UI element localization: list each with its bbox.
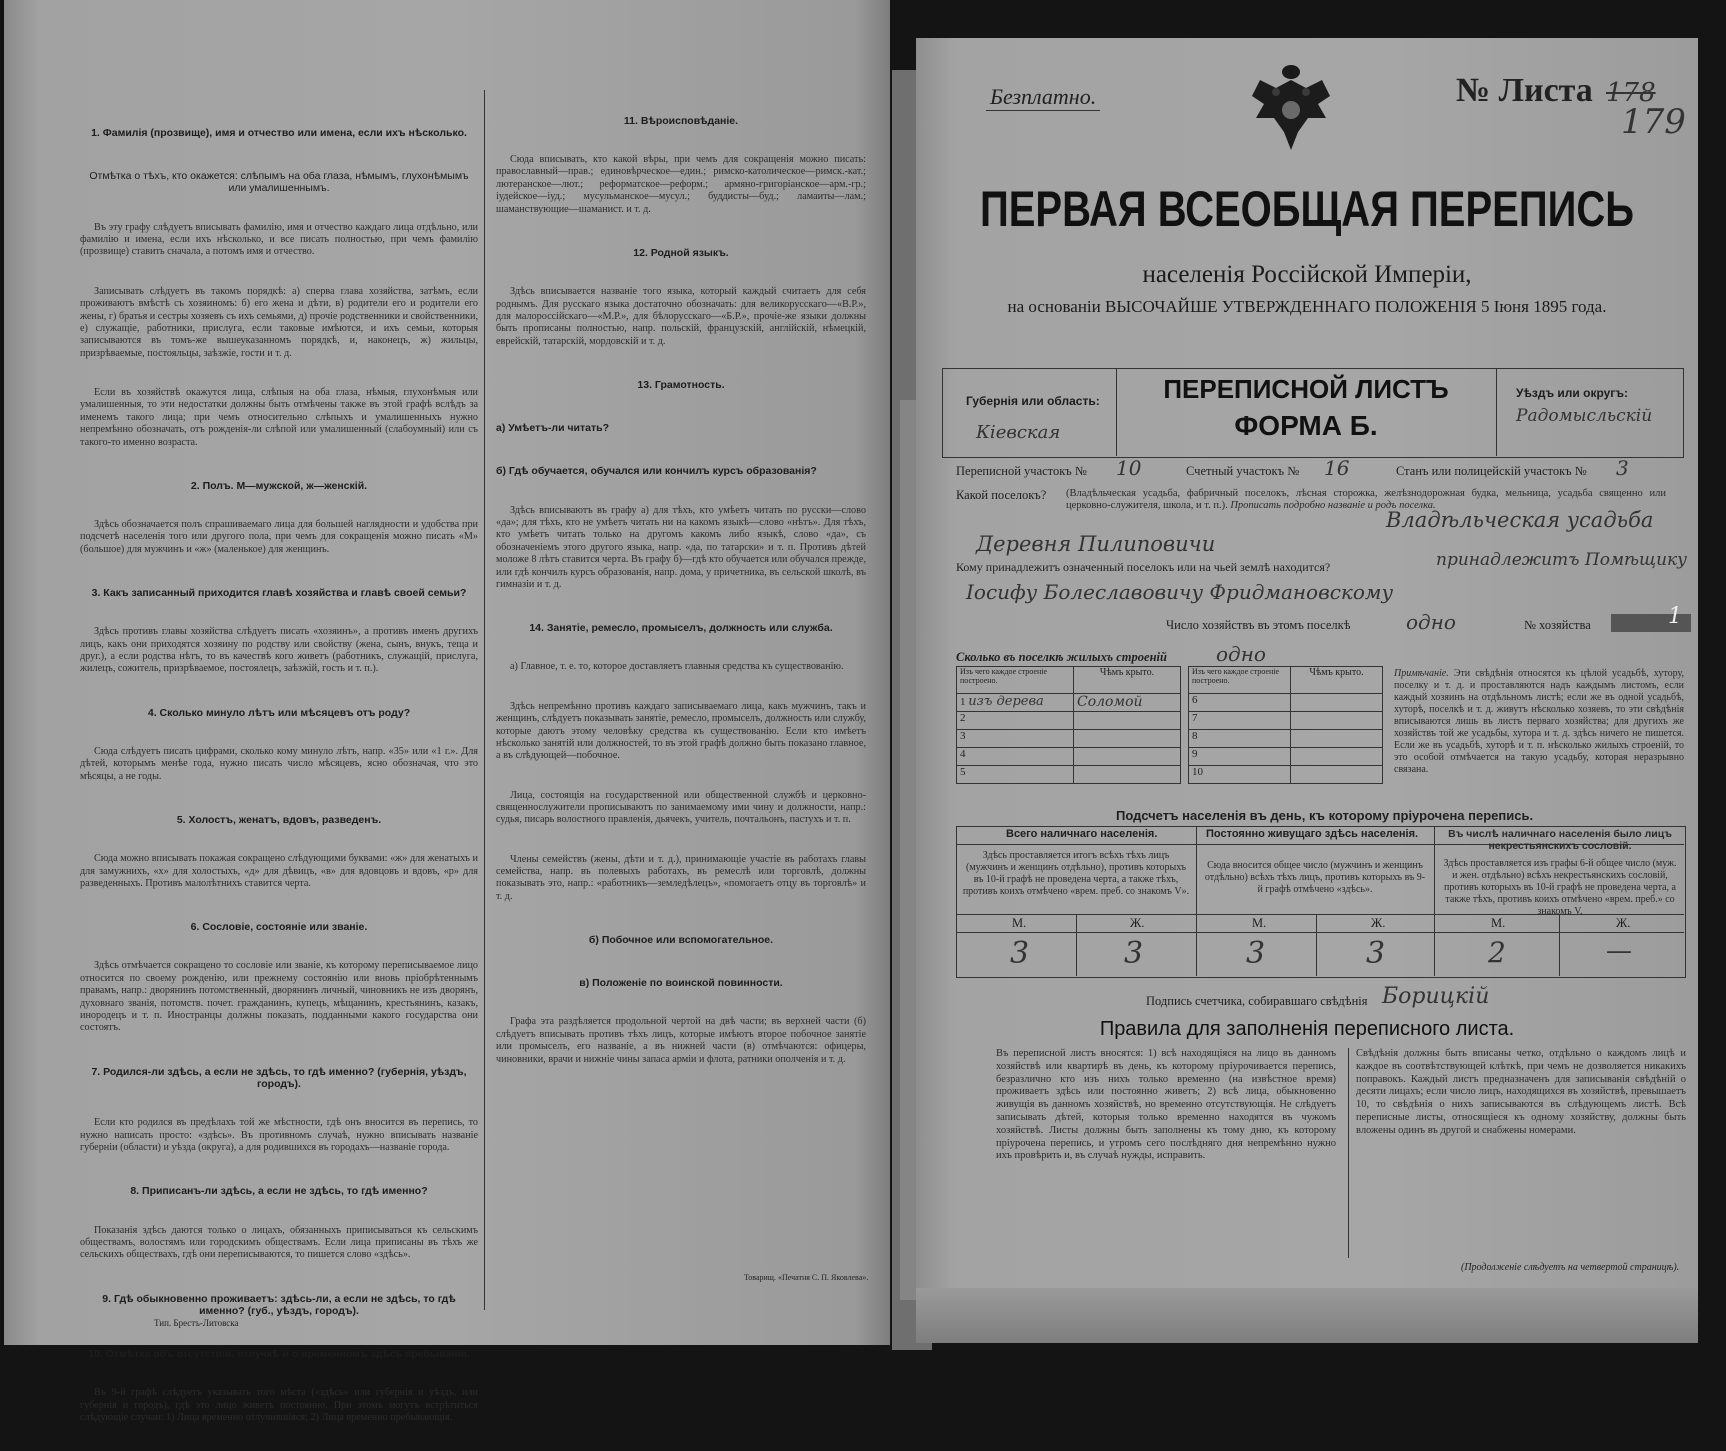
note-title: Примѣчаніе.: [1394, 668, 1449, 679]
col-nonpeasant-text: Здѣсь проставляется изъ графы 6-й общее число (муж. и жен. отдѣльно) всѣхъ некрестьянскихъ сословій, противъ которыхъ въ 10-й графѣ не проведена черта, а также тѣхъ, противъ коихъ отмѣчено «врем. преб.» со знакомъ V.: [1443, 858, 1677, 917]
paragraph: Здѣсь отмѣчается сокращено то сословіе или званіе, къ которому переписываемое лицо относится по своему рожденію, или прежнему состоянію или вновь пріобрѣтеннымъ правамъ, напр.: дворянинъ потомственный, дворянинъ личный, чиновникъ не изъ дворянъ, духовнаго званія, потомств. почет. гражданинъ, купецъ, мѣщанинъ, крестьянинъ, казакъ, инородецъ и т. п. Иностранцы должны показать, подданными какого государства они состоятъ.: [80, 960, 481, 1034]
row-number: 1: [960, 696, 966, 708]
sheet-number-label: № Листа: [1456, 72, 1593, 109]
table-header-row: [957, 667, 1181, 694]
population-divider: [1434, 826, 1435, 976]
permanent-female-value: 3: [1366, 936, 1386, 971]
rules-left-text: Въ переписной листъ вносятся: 1) всѣ находящіяся на лицо въ данномъ хозяйствѣ или квартирѣ въ день, къ которому пріурочивается перепись, безразлично кто изъ нихъ только временно (на извѣстное время) проживаетъ здѣсь или постоянно живетъ; 2) всѣ лица, обыкновенно живущія въ данномъ хозяйствѣ, но временно отсутствующія. Не слѣдуетъ записывать дѣтей, которыя только временно находятся въ чужомъ хозяйствѣ. Листы должны быть заполнены къ тому дню, къ которому пріурочена перепись, и утромъ сего послѣдняго дня непремѣнно нужно ихъ провѣрить и, въ случаѣ нужды, исправить.: [996, 1048, 1336, 1162]
form-header-divider-right: [1496, 368, 1497, 456]
paragraph: Здѣсь непремѣнно противъ каждаго записываемаго лица, какъ мужчинъ, такъ и женщинъ, слѣдуетъ показывать занятіе, ремесло, промыселъ, должность или службу, которые даютъ этому человѣку средства къ существованію. Если кто имѣетъ нѣсколько занятій или должностей, то въ этой графѣ должно быть показано главное, а въ слѣдующей—побочное.: [496, 700, 869, 762]
table-cell: 9: [1189, 748, 1291, 766]
free-label: Безплатно.: [986, 84, 1100, 111]
table-cell: 8: [1189, 730, 1291, 748]
chislo-value: одно: [1406, 610, 1456, 634]
col-total-title: Всего наличнаго населенія.: [1006, 828, 1158, 840]
table-cell: [1291, 748, 1383, 766]
table-cell: 7: [1189, 712, 1291, 730]
heading-11: 11. Вѣроисповѣданіе.: [623, 114, 739, 127]
komu-label: Кому принадлежитъ означенный поселокъ или на чьей землѣ находится?: [956, 560, 1331, 574]
heading-7: 7. Родился-ли здѣсь, а если не здѣсь, то гдѣ именно? (губернія, уѣздъ, городъ).: [91, 1065, 470, 1091]
table-header: Чѣмъ крыто.: [1291, 667, 1383, 694]
chislo-label: Число хозяйствъ въ этомъ поселкѣ: [1166, 618, 1351, 632]
table-header: Изъ чего каждое строеніе построено.: [1189, 667, 1291, 694]
female-label: Ж.: [1130, 916, 1145, 930]
col-nonpeasant-title: Въ числѣ наличнаго населенія было лицъ некрестьянскихъ сословій.: [1448, 828, 1672, 852]
instructions-column-2: [496, 86, 869, 1296]
table-cell: [1074, 748, 1181, 766]
heading-1b: Отмѣтка о тѣхъ, кто окажется: слѣпымъ на оба глаза, нѣмымъ, глухонѣмымъ или умалишеннымъ.: [89, 170, 472, 195]
paragraph: Графа эта раздѣляется продольной чертой на двѣ части; въ верхней части (б) слѣдуетъ вписывать противъ тѣхъ лицъ, которые имѣютъ второе побочное занятіе или промыселъ, его названіе, а въ нижней части (в) отмѣчаются: офицеры, чиновники, врачи и нижніе чины запаса арміи и флота, ратники ополченія и т. д.: [496, 1016, 869, 1065]
schetny-label: Счетный участокъ №: [1186, 464, 1300, 478]
heading-2: 2. Полъ. М—мужской, ж—женскій.: [190, 479, 368, 492]
table-row: [1189, 748, 1383, 766]
rules-continued: (Продолженіе слѣдуетъ на четвертой страницѣ).: [1461, 1262, 1680, 1273]
document-subtitle: населенія Россійской Имперіи,: [1142, 261, 1472, 288]
heading-9: 9. Гдѣ обыкновенно проживаетъ: здѣсь-ли, а если не здѣсь, то гдѣ именно? (губ., уѣздъ, городъ).: [102, 1292, 459, 1317]
document-basis: на основаніи ВЫСОЧАЙШЕ УТВЕРЖДЕННАГО ПОЛОЖЕНІЯ 5 Іюня 1895 года.: [1007, 297, 1607, 316]
heading-13: 13. Грамотность.: [637, 378, 725, 391]
permanent-male-value: 3: [1246, 936, 1266, 971]
table-cell: 4: [957, 748, 1074, 766]
household-number-value: 1: [1668, 604, 1682, 629]
perepis-uchastok-value: 10: [1116, 456, 1142, 480]
table-row: [957, 694, 1181, 712]
sheet-number-crossed: 178: [1606, 78, 1656, 108]
paragraph: Здѣсь вписывается названіе того языка, который каждый считаетъ для себя роднымъ. Для русскаго языка достаточно обозначать: для великорусскаго—«В.Р.», для малороссійскаго—«М.Р.», для бѣлорусскаго—«Б.Р.», прочіе-же языки должны быть прописаны полностью, напр. польскій, французскій, англійскій, нѣмецкій, еврейскій, татарскій, мордовскій и т. д.: [496, 286, 869, 347]
table-header: Изъ чего каждое строеніе построено.: [957, 667, 1074, 694]
stan-label: Станъ или полицейскій участокъ №: [1396, 464, 1587, 478]
table-cell: [1074, 694, 1181, 712]
poselok-value-1: Владѣльческая усадьба: [1386, 508, 1654, 532]
paragraph: Въ 9-й графѣ слѣдуетъ указывать того мѣста («здѣсь» или губернія и уѣздъ, или губернія и городъ), гдѣ это лицо живетъ постоянно. При этомъ могутъ встрѣтиться слѣдующіе случаи: 1) Лица временно отлучившіяся; 2) Лица временно пребывающія.: [80, 1387, 481, 1424]
paragraph: Члены семействъ (жены, дѣти и т. д.), принимающіе участіе въ работахъ главы семейства, напр. въ полевыхъ работахъ, въ ремеслѣ или торговлѣ, должны показывать это, напр.: «работникъ—земледѣлецъ», «помогаетъ отцу въ торговлѣ» и т. д.: [496, 853, 869, 902]
household-number-label: № хозяйства: [1524, 618, 1591, 632]
komu-value-1: принадлежитъ Помѣщику: [1436, 550, 1688, 570]
paragraph: Въ эту графу слѣдуетъ вписывать фамилію, имя и отчество каждаго лица отдѣльно, или фамилію и имена, если ихъ нѣсколько, и все писать полностью, при чемъ фамилію (прозвище) ставить сначала, а потомъ имя и отчество.: [80, 221, 481, 258]
heading-3: 3. Какъ записанный приходится главѣ хозяйства и главѣ своей семьи?: [91, 587, 467, 600]
table-row: [1189, 694, 1383, 712]
heading-8: 8. Приписанъ-ли здѣсь, а если не здѣсь, то гдѣ именно?: [130, 1185, 428, 1198]
heading-14b: б) Побочное или вспомогательное.: [588, 934, 774, 946]
heading-13b: б) Гдѣ обучается, обучался или кончилъ курсъ образованія?: [496, 465, 817, 478]
population-mz-divider: [1076, 914, 1077, 976]
rules-right-text: Свѣдѣнія должны быть вписаны четко, отдѣльно о каждомъ лицѣ и каждое въ соотвѣтствующей клѣткѣ, при чемъ не дозволяется никакихъ поправокъ. Каждый листъ предназначенъ для записыванія свѣдѣній о десяти лицахъ; если число лицъ, находящихся въ хозяйствѣ, превышаетъ 10, то свѣдѣнія о нихъ записываются въ слѣдующемъ листѣ. Всѣ переписные листы, относящіеся къ одному хозяйству, должны быть вложены одинъ въ другой и снабжены номерами.: [1356, 1048, 1686, 1136]
paragraph: Сюда вписывать, кто какой вѣры, при чемъ для сокращенія можно писать: православный—прав.; единовѣрческое—един.; римско-католическое—римск.-кат.; лютеранское—лют.; реформатское—реформ.; армяно-григоріанское—арм.-гр.; іудейское—іуд.; мусульманское—мусул.; буддисты—буд.; ламаиты—лам.; шаманствующие—шаманист. и т. д.: [496, 154, 869, 215]
table-row: [1189, 712, 1383, 730]
stroeni-value: одно: [1216, 642, 1266, 666]
heading-14c: в) Положеніе по воинской повинности.: [579, 977, 783, 990]
female-label: Ж.: [1371, 916, 1386, 930]
podpis-value: Борицкій: [1382, 984, 1490, 1009]
table-cell: [1291, 712, 1383, 730]
heading-6: 6. Сословіе, состояніе или званіе.: [190, 921, 368, 934]
table-row: [957, 712, 1181, 730]
table-row: [957, 766, 1181, 784]
total-female-value: 3: [1124, 936, 1144, 971]
table-cell: [1291, 766, 1383, 784]
paragraph: Здѣсь противъ главы хозяйства слѣдуетъ писать «хозяинъ», а противъ именъ другихъ лицъ, какъ они приходятся хозяину по родству или свойству (жена, сынъ, внукъ, теща и друг.), а если родства нѣтъ, то въ качествѣ кого живетъ (работникъ, служащій, прислуга, жилецъ, сожитель, призрѣваемое, постоялецъ, заѣзжій, гость и т. п.).: [80, 626, 481, 675]
paragraph: Здѣсь обозначается полъ спрашиваемаго лица для большей наглядности и удобства при подсчетѣ населенія того или другого пола, при чемъ для сокращенія можно писать «М» (большое) для мужчинъ и «ж» (маленькое) для женщинъ.: [80, 519, 481, 555]
nonpeasant-male-value: 2: [1488, 936, 1506, 969]
col-permanent-title: Постоянно живущаго здѣсь населенія.: [1206, 828, 1419, 840]
table-cell: 3: [957, 730, 1074, 748]
table-row: [1189, 766, 1383, 784]
document-main-title: ПЕРВАЯ ВСЕОБЩАЯ ПЕРЕПИСЬ: [980, 182, 1634, 238]
table-cell: [1074, 712, 1181, 730]
heading-10: 10. Отмѣтка объ отсутствіи, отлучкѣ и о временномъ здѣсь пребываніи.: [88, 1348, 470, 1361]
buildings-note: [1394, 668, 1684, 776]
rules-divider: [1348, 1048, 1349, 1258]
col-permanent-text: Сюда вносится общее число (мужчинъ и женщинъ отдѣльно) всѣхъ тѣхъ лицъ, противъ которыхъ въ 9-й графѣ отмѣчено «здѣсь».: [1204, 860, 1426, 895]
male-label: М.: [1012, 916, 1027, 930]
population-divider: [1196, 826, 1197, 976]
heading-12: 12. Родной языкъ.: [633, 246, 729, 259]
nonpeasant-female-value: —: [1606, 936, 1632, 966]
roof-value: Соломой: [1077, 694, 1143, 710]
table-row: [1189, 730, 1383, 748]
podpis-label: Подпись счетчика, собиравшаго свѣдѣнія: [1146, 994, 1368, 1008]
gubernia-label: Губернія или область:: [966, 394, 1100, 408]
uezd-value: Радомысльскій: [1516, 406, 1653, 426]
poselok-hint-text: (Владѣльческая усадьба, фабричный поселокъ, лѣсная сторожка, желѣзнодорожная будка, мельница, усадьба священно или церковно-служителя, школа, и т. п.).: [1066, 488, 1666, 511]
paragraph: Сюда можно вписывать покажая сокращено слѣдующими буквами: «ж» для женатыхъ и для замужнихъ, «х» для холостыхъ, «д» для дѣвицъ, «в» для вдовцовъ и вдовъ, «р» для разведенныхъ. Противъ малолѣтнихъ ставится черта.: [80, 853, 481, 889]
left-page-instructions: [4, 0, 890, 1424]
table-cell: [1291, 694, 1383, 712]
heading-5: 5. Холостъ, женатъ, вдовъ, разведенъ.: [176, 813, 382, 826]
sheet-number-handwritten: 179: [1621, 102, 1686, 142]
paragraph: а) Главное, т. е. то, которое доставляетъ главныя средства къ существованію.: [510, 661, 844, 673]
table-cell: [957, 694, 1074, 712]
male-label: М.: [1491, 916, 1506, 930]
heading-13a: а) Умѣетъ-ли читать?: [496, 422, 609, 435]
stan-value: 3: [1616, 456, 1629, 480]
perepis-uchastok-label: Переписной участокъ №: [956, 464, 1087, 478]
heading-4: 4. Сколько минуло лѣтъ или мѣсяцевъ отъ роду?: [147, 706, 411, 719]
paragraph: Здѣсь вписываютъ въ графу а) для тѣхъ, кто умѣетъ читать по русски—слово «да»; для тѣхъ, кто не умѣетъ читать ни на какомъ языкѣ—слово «нѣтъ». Для тѣхъ, кто умѣетъ читать только на другомъ какомъ либо языкѣ, слово «да», съ обозначеніемъ этого другого языка, напр. «да, по татарски» и т. п. Противъ дѣтей моложе 8 лѣтъ ставится черта. Въ графу б)—гдѣ кто обучается или обучался прежде, или гдѣ кончилъ курсъ образованія, напр. дома, у причетника, въ сельской школѣ, въ гимназіи и т. д.: [496, 504, 869, 591]
table-row: [957, 748, 1181, 766]
heading-1: 1. Фамилія (прозвище), имя и отчество или имена, если ихъ нѣсколько.: [91, 126, 467, 139]
paragraph: Если кто родился въ предѣлахъ той же мѣстности, гдѣ онъ вносится въ перепись, то нужно написать просто: «здѣсь». Въ противномъ случаѣ, нужно вписывать названіе губерніи (области) и уѣзда (округа), а для родившихся въ городахъ—названіе города.: [80, 1117, 481, 1154]
uezd-label: Уѣздъ или округъ:: [1516, 386, 1629, 400]
paragraph: Записывать слѣдуетъ въ такомъ порядкѣ: а) сперва глава хозяйства, затѣмъ, если проживаютъ вмѣстѣ съ хозяиномъ: б) его жена и дѣти, в) родители его и родители его жены, г) братья и сестры хозяевъ съ ихъ семьями, д) прочіе родственники и свойственники, е) служащіе, работники, прислуга, если таковые имѣются, и ихъ семьи, которыя записываются въ томъ-же вышеуказанномъ порядкѣ, и, наконецъ, ж) жильцы, призрѣваемые, постояльцы, заѣзжіе, гости и т. д.: [80, 285, 481, 359]
total-male-value: 3: [1010, 936, 1030, 971]
paragraph: Показанія здѣсь даются только о лицахъ, обязанныхъ приписываться къ сельскимъ обществамъ, волостямъ или городскимъ обществамъ. Если лица приписаны въ тѣхъ же сельскихъ обществахъ, гдѣ они переписываются, то пишется слово «здѣсь».: [80, 1224, 481, 1261]
buildings-table-2: [1188, 666, 1383, 784]
built-value: изъ дерева: [968, 694, 1044, 709]
population-mz-line: [956, 932, 1684, 933]
table-cell: 10: [1189, 766, 1291, 784]
table-row: [957, 730, 1181, 748]
table-cell: [1074, 766, 1181, 784]
population-mz-divider: [1559, 914, 1560, 976]
female-label: Ж.: [1616, 916, 1631, 930]
column-divider: [484, 90, 485, 1310]
double-headed-eagle-emblem: [1246, 58, 1336, 158]
table-cell: 6: [1189, 694, 1291, 712]
stroeni-label: Сколько въ поселкѣ жилыхъ строеній: [956, 650, 1167, 664]
lower-sheet-edge: [916, 1288, 1698, 1343]
male-label: М.: [1252, 916, 1267, 930]
col-total-text: Здѣсь проставляется итогъ всѣхъ тѣхъ лицъ (мужчинъ и женщинъ отдѣльно), противъ которыхъ въ 10-й графѣ не проведена черта, а также тѣхъ, противъ коихъ отмѣчено «врем. преб. со знакомъ V».: [962, 850, 1190, 897]
printer-footer-right: Товарищ. «Печатня С. П. Яковлева».: [744, 1273, 869, 1282]
buildings-table-1: [956, 666, 1181, 784]
poselok-label: Какой поселокъ?: [956, 488, 1047, 502]
poselok-hint-2: Прописать подробно названіе и родъ поселка.: [1230, 500, 1436, 511]
paragraph: Лица, состоящія на государственной или общественной службѣ и церковно-священнослужители прописываютъ по занимаемому ими чину и должности, напр.: судья, писарь волостного правленія, дьячекъ, учитель, почтальонъ, пастухъ и т. п.: [496, 789, 869, 826]
table-cell: 2: [957, 712, 1074, 730]
paragraph: Сюда слѣдуетъ писать цифрами, сколько кому минуло лѣтъ, напр. «35» или «1 г.». Для дѣтей, которымъ менѣе года, нужно писать число мѣсяцевъ, ясно обозначая, что это мѣсяцы, а не годы.: [80, 745, 481, 782]
table-cell: [1291, 730, 1383, 748]
komu-value-2: Іосифу Болеславовичу Фридмановскому: [966, 580, 1394, 604]
form-title: ПЕРЕПИСНОЙ ЛИСТЪ: [1163, 374, 1449, 404]
population-mz-divider: [1316, 914, 1317, 976]
poselok-value-2: Деревня Пилиповичи: [976, 532, 1216, 556]
form-subtitle: ФОРМА Б.: [1234, 410, 1378, 441]
gubernia-value: Кіевская: [976, 422, 1061, 443]
podschet-title: Подсчетъ населенія въ день, къ которому пріурочена перепись.: [1116, 808, 1534, 823]
table-cell: [1074, 730, 1181, 748]
schetny-value: 16: [1324, 456, 1350, 480]
note-text: Эти свѣдѣнія относятся къ цѣлой усадьбѣ, хутору, поселку и т. д. и проставляются надъ каждымъ листомъ, если каждый хозяинъ на отдѣльномъ листѣ; если же въ одной усадьбѣ, хуторѣ, поселкѣ и т. д. живутъ нѣсколько хозяевъ, то эти свѣдѣнія вписываются лишь въ листъ перваго хозяйства; для другихъ же хозяйствъ той же усадьбы, хутора и т. д. здѣсь ничего не пишется. Если же въ усадьбѣ, хуторѣ и т. п. нѣсколько жилыхъ строеній, то это особой отмѣчается на такую усадьбу, которая неразрывно связана.: [1394, 668, 1684, 775]
rules-title: Правила для заполненія переписного листа.: [1099, 1018, 1515, 1040]
printer-footer-left: Тип. Брестъ-Литовска: [154, 1318, 239, 1328]
table-header: Чѣмъ крыто.: [1074, 667, 1181, 694]
table-cell: 5: [957, 766, 1074, 784]
table-header-row: [1189, 667, 1383, 694]
paragraph: Если въ хозяйствѣ окажутся лица, слѣпыя на оба глаза, нѣмыя, глухонѣмыя или умалишенныя, то эти недостатки должны быть отмѣчены также въ этой графѣ вслѣдъ за именемъ такого лица; при чемъ относительно слѣпыхъ и умалишенныхъ нужно непремѣнно обозначать, отъ рожденія-ли слѣпой или умалишенный (слабоумный) или съ такого-то именно возраста.: [80, 386, 481, 448]
heading-14: 14. Занятіе, ремесло, промыселъ, должность или служба.: [529, 622, 833, 635]
right-page-census-form: [916, 38, 1698, 1343]
